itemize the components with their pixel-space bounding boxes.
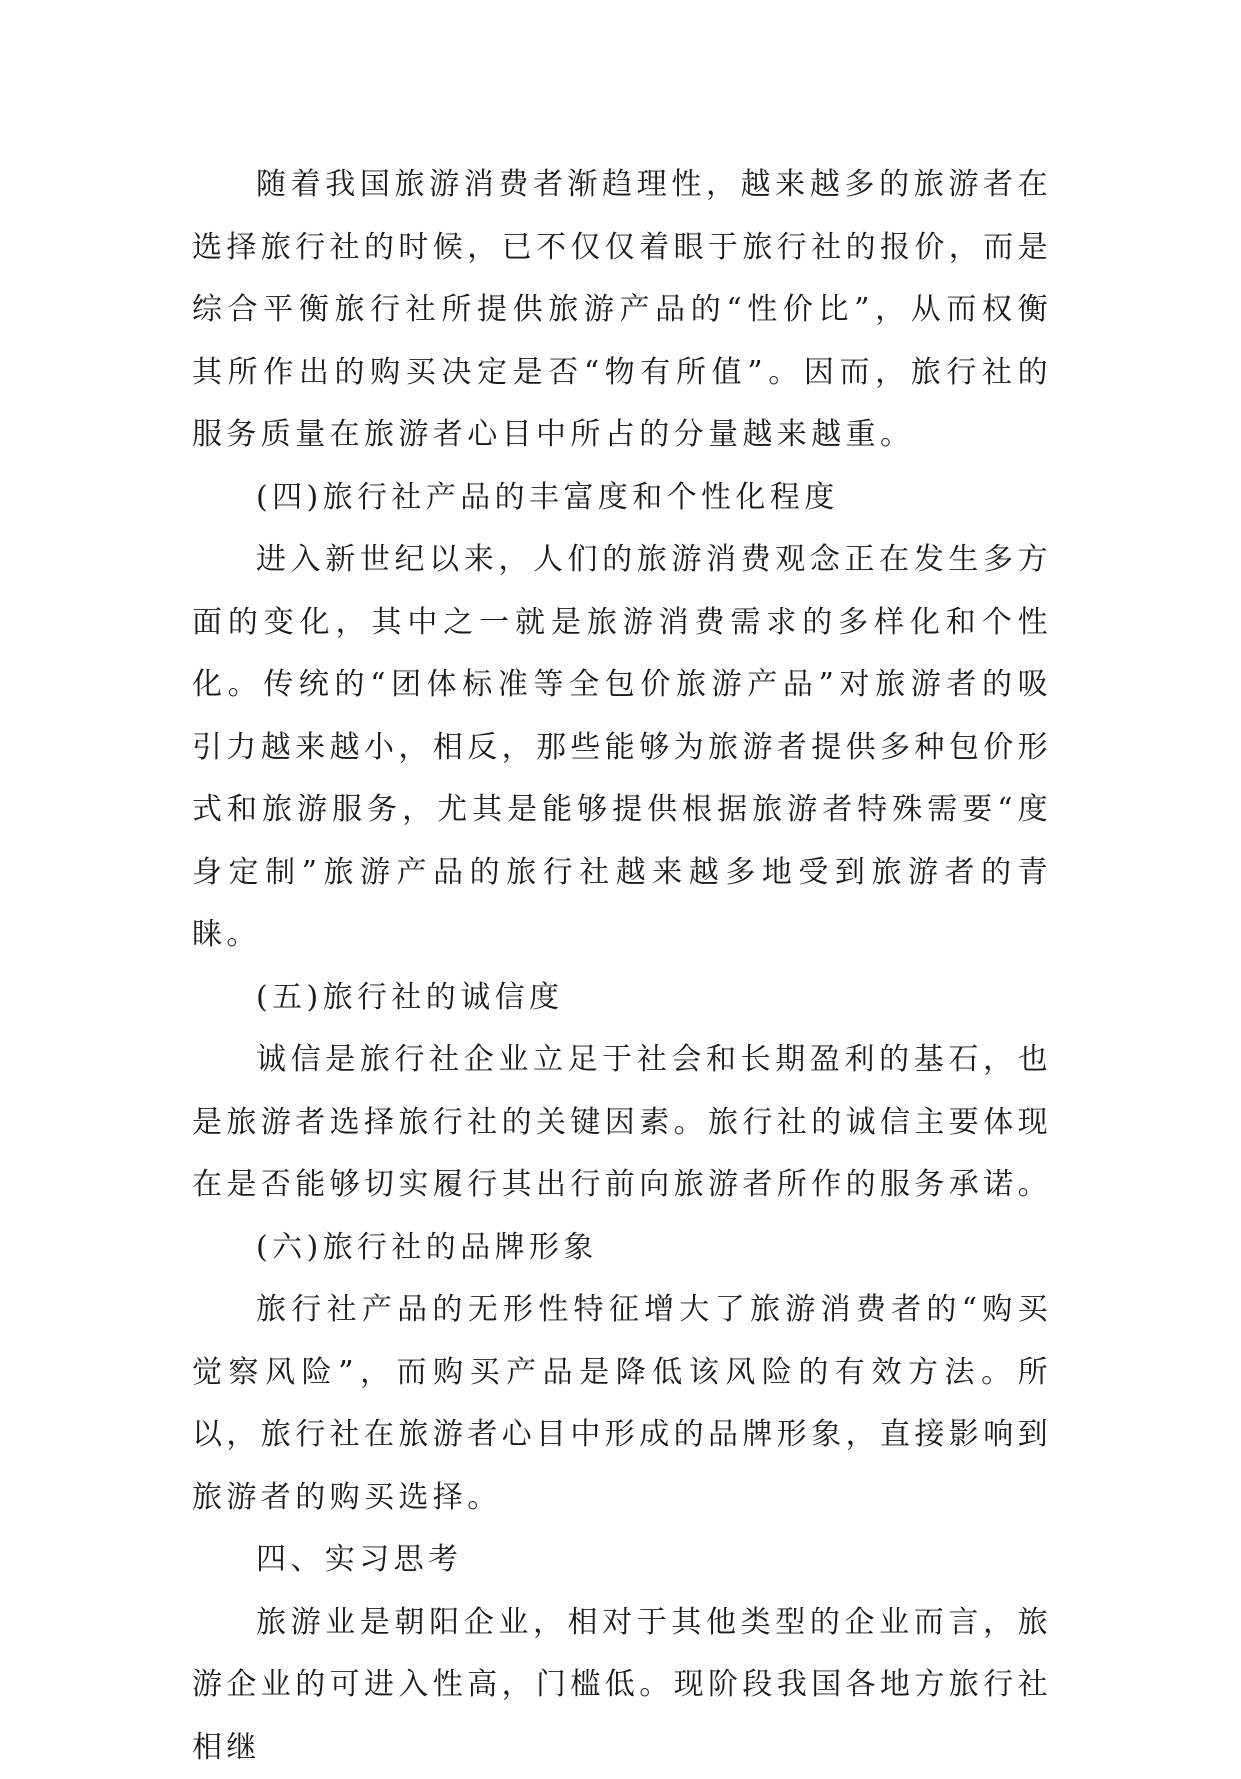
paragraph-service-quality: 随着我国旅游消费者渐趋理性，越来越多的旅游者在选择旅行社的时候，已不仅仅着眼于旅行社的报价，而是综合平衡旅行社所提供旅游产品的“性价比”，从而权衡其所作出的购买决定是否“物有所值”。因而，旅行社的服务质量在旅游者心目中所占的分量越来越重。 xyxy=(192,154,1052,467)
paragraph-product-richness: 进入新世纪以来，人们的旅游消费观念正在发生多方面的变化，其中之一就是旅游消费需求的多样化和个性化。传统的“团体标准等全包价旅游产品”对旅游者的吸引力越来越小，相反，那些能够为旅游者提供多种包价形式和旅游服务，尤其是能够提供根据旅游者特殊需要“度身定制”旅游产品的旅行社越来越多地受到旅游者的青睐。 xyxy=(192,529,1052,967)
paragraph-brand-image: 旅行社产品的无形性特征增大了旅游消费者的“购买觉察风险”，而购买产品是降低该风险的有效方法。所以，旅行社在旅游者心目中形成的品牌形象，直接影响到旅游者的购买选择。 xyxy=(192,1279,1052,1529)
document-page xyxy=(192,154,1052,1779)
paragraph-integrity: 诚信是旅行社企业立足于社会和长期盈利的基石，也是旅游者选择旅行社的关键因素。旅行社的诚信主要体现在是否能够切实履行其出行前向旅游者所作的服务承诺。 xyxy=(192,1029,1052,1217)
section-heading-internship-reflection: 四、实习思考 xyxy=(192,1529,1052,1592)
section-heading-integrity: (五)旅行社的诚信度 xyxy=(192,967,1052,1030)
section-heading-brand-image: (六)旅行社的品牌形象 xyxy=(192,1217,1052,1280)
paragraph-internship-reflection: 旅游业是朝阳企业，相对于其他类型的企业而言，旅游企业的可进入性高，门槛低。现阶段我国各地方旅行社相继 xyxy=(192,1592,1052,1779)
section-heading-product-richness: (四)旅行社产品的丰富度和个性化程度 xyxy=(192,467,1052,530)
